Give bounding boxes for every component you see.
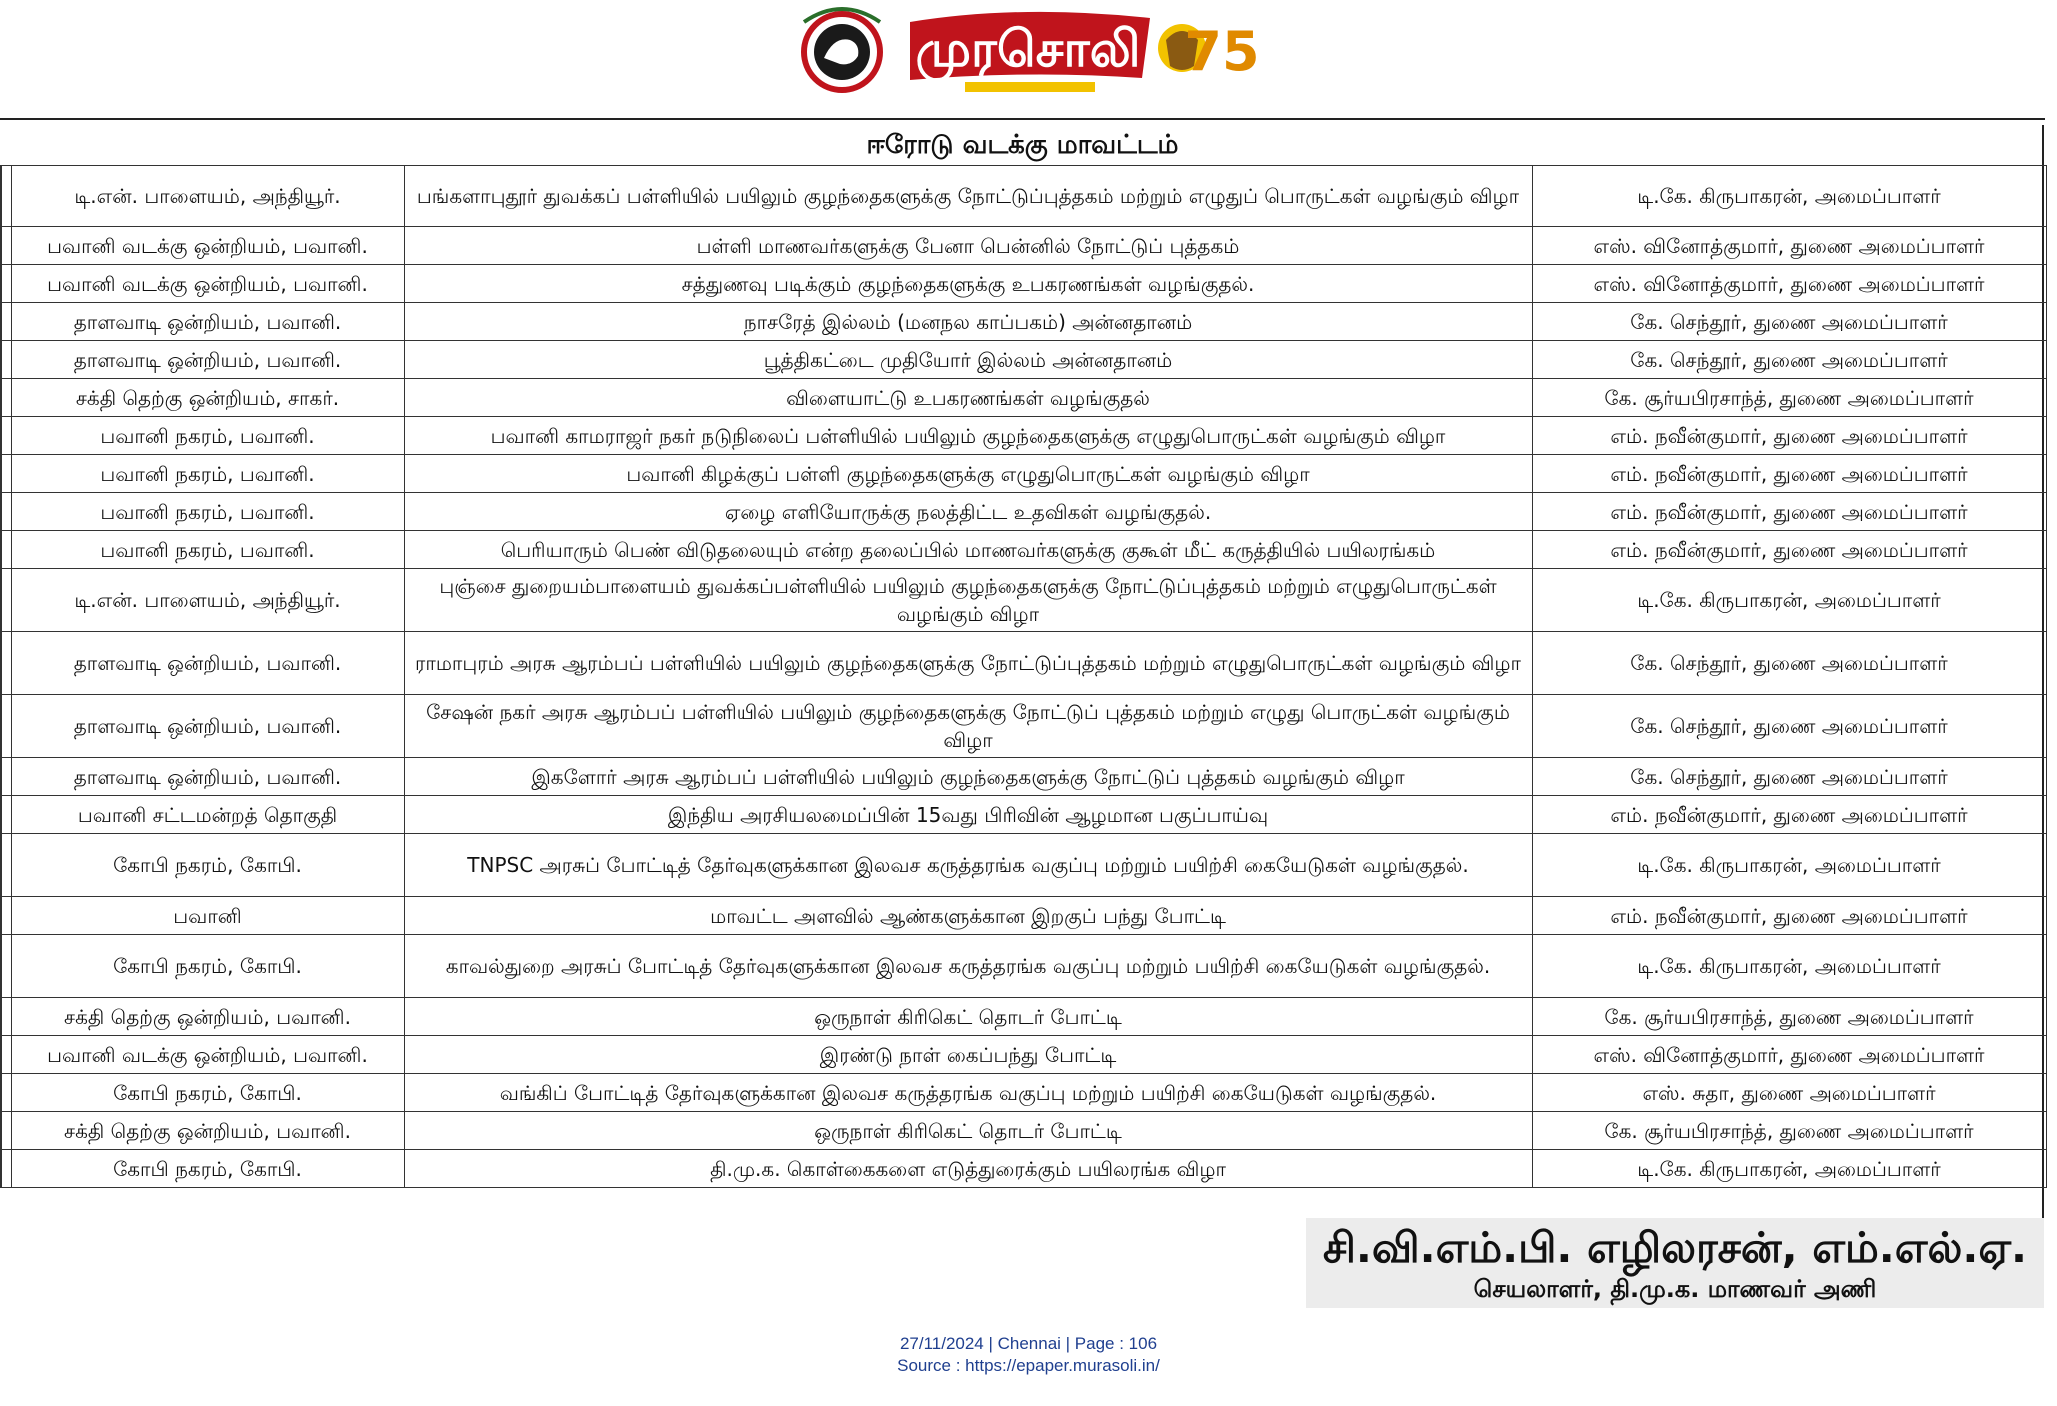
person-cell: டி.கே. கிருபாகரன், அமைப்பாளர்: [1532, 1150, 2046, 1188]
event-cell: தி.மு.க. கொள்கைகளை எடுத்துரைக்கும் பயிலரங்க விழா: [404, 1150, 1532, 1188]
anniversary-number: 75: [1184, 20, 1260, 83]
table-row: [1, 796, 2046, 834]
event-cell: இரண்டு நாள் கைப்பந்து போட்டி: [404, 1036, 1532, 1074]
area-cell: சக்தி தெற்கு ஒன்றியம், பவானி.: [11, 998, 404, 1036]
row-marker: [1, 417, 11, 455]
area-cell: சக்தி தெற்கு ஒன்றியம், சாகர்.: [11, 379, 404, 417]
area-cell: கோபி நகரம், கோபி.: [11, 935, 404, 998]
table-row: [1, 166, 2046, 227]
table-row: [1, 455, 2046, 493]
row-marker: [1, 227, 11, 265]
table-row: [1, 379, 2046, 417]
person-cell: டி.கே. கிருபாகரன், அமைப்பாளர்: [1532, 569, 2046, 632]
area-cell: பவானி சட்டமன்றத் தொகுதி: [11, 796, 404, 834]
area-cell: பவானி: [11, 897, 404, 935]
row-marker: [1, 1112, 11, 1150]
table-row: [1, 341, 2046, 379]
area-cell: தாளவாடி ஒன்றியம், பவானி.: [11, 695, 404, 758]
table-row: [1, 834, 2046, 897]
area-cell: பவானி நகரம், பவானி.: [11, 455, 404, 493]
person-cell: எம். நவீன்குமார், துணை அமைப்பாளர்: [1532, 455, 2046, 493]
area-cell: பவானி வடக்கு ஒன்றியம், பவானி.: [11, 1036, 404, 1074]
area-cell: பவானி வடக்கு ஒன்றியம், பவானி.: [11, 227, 404, 265]
person-cell: கே. செந்தூர், துணை அமைப்பாளர்: [1532, 695, 2046, 758]
event-cell: காவல்துறை அரசுப் போட்டித் தேர்வுகளுக்கான இலவச கருத்தரங்க வகுப்பு மற்றும் பயிற்சி கையேடுகள் வழங்குதல்.: [404, 935, 1532, 998]
row-marker: [1, 632, 11, 695]
area-cell: டி.என். பாளையம், அந்தியூர்.: [11, 166, 404, 227]
signatory-role: செயலாளர், தி.மு.க. மாணவர் அணி: [1473, 1275, 1877, 1303]
row-marker: [1, 341, 11, 379]
person-cell: எம். நவீன்குமார், துணை அமைப்பாளர்: [1532, 796, 2046, 834]
person-cell: எஸ். வினோத்குமார், துணை அமைப்பாளர்: [1532, 1036, 2046, 1074]
table-row: [1, 1112, 2046, 1150]
person-cell: கே. செந்தூர், துணை அமைப்பாளர்: [1532, 303, 2046, 341]
event-cell: ஒருநாள் கிரிகெட் தொடர் போட்டி: [404, 998, 1532, 1036]
row-marker: [1, 166, 11, 227]
row-marker: [1, 455, 11, 493]
table-row: [1, 998, 2046, 1036]
footer-date-line: 27/11/2024 | Chennai | Page : 106: [899, 1334, 1158, 1353]
event-cell: பள்ளி மாணவர்களுக்கு பேனா பென்னில் நோட்டுப் புத்தகம்: [404, 227, 1532, 265]
area-cell: தாளவாடி ஒன்றியம், பவானி.: [11, 303, 404, 341]
area-cell: டி.என். பாளையம், அந்தியூர்.: [11, 569, 404, 632]
row-marker: [1, 796, 11, 834]
person-cell: கே. சூர்யபிரசாந்த், துணை அமைப்பாளர்: [1532, 379, 2046, 417]
event-cell: பங்களாபுதூர் துவக்கப் பள்ளியில் பயிலும் குழந்தைகளுக்கு நோட்டுப்புத்தகம் மற்றும் எழுதுப் பொருட்கள் வழங்கும் விழா: [404, 166, 1532, 227]
table-row: [1, 1150, 2046, 1188]
area-cell: பவானி நகரம், பவானி.: [11, 493, 404, 531]
event-cell: சத்துணவு படிக்கும் குழந்தைகளுக்கு உபகரணங்கள் வழங்குதல்.: [404, 265, 1532, 303]
table-row: [1, 1036, 2046, 1074]
event-cell: இந்திய அரசியலமைப்பின் 15வது பிரிவின் ஆழமான பகுப்பாய்வு: [404, 796, 1532, 834]
person-cell: கே. சூர்யபிரசாந்த், துணை அமைப்பாளர்: [1532, 998, 2046, 1036]
footer-source-line: Source : https://epaper.murasoli.in/: [897, 1356, 1160, 1375]
row-marker: [1, 1036, 11, 1074]
person-cell: கே. சூர்யபிரசாந்த், துணை அமைப்பாளர்: [1532, 1112, 2046, 1150]
area-cell: பவானி நகரம், பவானி.: [11, 531, 404, 569]
masthead-logo: [790, 0, 1270, 105]
person-cell: எஸ். சுதா, துணை அமைப்பாளர்: [1532, 1074, 2046, 1112]
table-row: [1, 531, 2046, 569]
table-row: [1, 227, 2046, 265]
signature-block: [1306, 1218, 2044, 1308]
row-marker: [1, 303, 11, 341]
newspaper-name: முரசொலி: [915, 20, 1141, 78]
event-cell: ராமாபுரம் அரசு ஆரம்பப் பள்ளியில் பயிலும் குழந்தைகளுக்கு நோட்டுப்புத்தகம் மற்றும் எழுதுபொருட்கள் வழங்கும் விழா: [404, 632, 1532, 695]
table-row: [1, 935, 2046, 998]
event-cell: மாவட்ட அளவில் ஆண்களுக்கான இறகுப் பந்து போட்டி: [404, 897, 1532, 935]
event-cell: விளையாட்டு உபகரணங்கள் வழங்குதல்: [404, 379, 1532, 417]
table-row: [1, 417, 2046, 455]
newspaper-masthead: [790, 0, 1270, 105]
row-marker: [1, 379, 11, 417]
event-cell: பவானி கிழக்குப் பள்ளி குழந்தைகளுக்கு எழுதுபொருட்கள் வழங்கும் விழா: [404, 455, 1532, 493]
area-cell: தாளவாடி ஒன்றியம், பவானி.: [11, 341, 404, 379]
event-cell: வங்கிப் போட்டித் தேர்வுகளுக்கான இலவச கருத்தரங்க வகுப்பு மற்றும் பயிற்சி கையேடுகள் வழங்குதல்.: [404, 1074, 1532, 1112]
row-marker: [1, 758, 11, 796]
table-row: [1, 1074, 2046, 1112]
event-cell: நாசரேத் இல்லம் (மனநல காப்பகம்) அன்னதானம்: [404, 303, 1532, 341]
table-row: [1, 493, 2046, 531]
event-cell: ஏழை எளியோருக்கு நலத்திட்ட உதவிகள் வழங்குதல்.: [404, 493, 1532, 531]
event-cell: சேஷன் நகர் அரசு ஆரம்பப் பள்ளியில் பயிலும் குழந்தைகளுக்கு நோட்டுப் புத்தகம் மற்றும் எழுது பொருட்கள் வழங்கும் விழா: [404, 695, 1532, 758]
person-cell: எம். நவீன்குமார், துணை அமைப்பாளர்: [1532, 531, 2046, 569]
area-cell: சக்தி தெற்கு ஒன்றியம், பவானி.: [11, 1112, 404, 1150]
table-row: [1, 897, 2046, 935]
top-rule: [0, 118, 2045, 120]
row-marker: [1, 265, 11, 303]
row-marker: [1, 695, 11, 758]
area-cell: கோபி நகரம், கோபி.: [11, 1074, 404, 1112]
person-cell: எம். நவீன்குமார், துணை அமைப்பாளர்: [1532, 897, 2046, 935]
row-marker: [1, 1150, 11, 1188]
person-cell: கே. செந்தூர், துணை அமைப்பாளர்: [1532, 632, 2046, 695]
row-marker: [1, 1074, 11, 1112]
signatory-name: சி.வி.எம்.பி. எழிலரசன், எம்.எல்.ஏ.: [1323, 1223, 2027, 1272]
area-cell: பவானி வடக்கு ஒன்றியம், பவானி.: [11, 265, 404, 303]
event-cell: இகளோர் அரசு ஆரம்பப் பள்ளியில் பயிலும் குழந்தைகளுக்கு நோட்டுப் புத்தகம் வழங்கும் விழா: [404, 758, 1532, 796]
person-cell: டி.கே. கிருபாகரன், அமைப்பாளர்: [1532, 935, 2046, 998]
table-row: [1, 265, 2046, 303]
event-cell: TNPSC அரசுப் போட்டித் தேர்வுகளுக்கான இலவச கருத்தரங்க வகுப்பு மற்றும் பயிற்சி கையேடுகள் வழங்குதல்.: [404, 834, 1532, 897]
row-marker: [1, 998, 11, 1036]
event-cell: ஒருநாள் கிரிகெட் தொடர் போட்டி: [404, 1112, 1532, 1150]
table-row: [1, 303, 2046, 341]
area-cell: தாளவாடி ஒன்றியம், பவானி.: [11, 632, 404, 695]
row-marker: [1, 531, 11, 569]
section-title: ஈரோடு வடக்கு மாவட்டம்: [866, 130, 1179, 160]
row-marker: [1, 834, 11, 897]
row-marker: [1, 493, 11, 531]
person-cell: எஸ். வினோத்குமார், துணை அமைப்பாளர்: [1532, 227, 2046, 265]
table-row: [1, 569, 2046, 632]
event-cell: பெரியாரும் பெண் விடுதலையும் என்ற தலைப்பில் மாணவர்களுக்கு குகூள் மீட் கருத்தியில் பயிலரங்கம்: [404, 531, 1532, 569]
person-cell: கே. செந்தூர், துணை அமைப்பாளர்: [1532, 758, 2046, 796]
person-cell: டி.கே. கிருபாகரன், அமைப்பாளர்: [1532, 166, 2046, 227]
row-marker: [1, 569, 11, 632]
person-cell: எஸ். வினோத்குமார், துணை அமைப்பாளர்: [1532, 265, 2046, 303]
event-cell: புஞ்சை துறையம்பாளையம் துவக்கப்பள்ளியில் பயிலும் குழந்தைகளுக்கு நோட்டுப்புத்தகம் மற்றும் எழுதுபொருட்கள் வழங்கும் விழா: [404, 569, 1532, 632]
event-cell: பூத்திகட்டை முதியோர் இல்லம் அன்னதானம்: [404, 341, 1532, 379]
table-row: [1, 695, 2046, 758]
person-cell: எம். நவீன்குமார், துணை அமைப்பாளர்: [1532, 493, 2046, 531]
activity-table: [0, 165, 2047, 1188]
person-cell: டி.கே. கிருபாகரன், அமைப்பாளர்: [1532, 834, 2046, 897]
area-cell: கோபி நகரம், கோபி.: [11, 1150, 404, 1188]
table-row: [1, 632, 2046, 695]
person-cell: கே. செந்தூர், துணை அமைப்பாளர்: [1532, 341, 2046, 379]
area-cell: பவானி நகரம், பவானி.: [11, 417, 404, 455]
table-row: [1, 758, 2046, 796]
row-marker: [1, 935, 11, 998]
area-cell: தாளவாடி ஒன்றியம், பவானி.: [11, 758, 404, 796]
area-cell: கோபி நகரம், கோபி.: [11, 834, 404, 897]
row-marker: [1, 897, 11, 935]
person-cell: எம். நவீன்குமார், துணை அமைப்பாளர்: [1532, 417, 2046, 455]
event-cell: பவானி காமராஜர் நகர் நடுநிலைப் பள்ளியில் பயிலும் குழந்தைகளுக்கு எழுதுபொருட்கள் வழங்கும் விழா: [404, 417, 1532, 455]
